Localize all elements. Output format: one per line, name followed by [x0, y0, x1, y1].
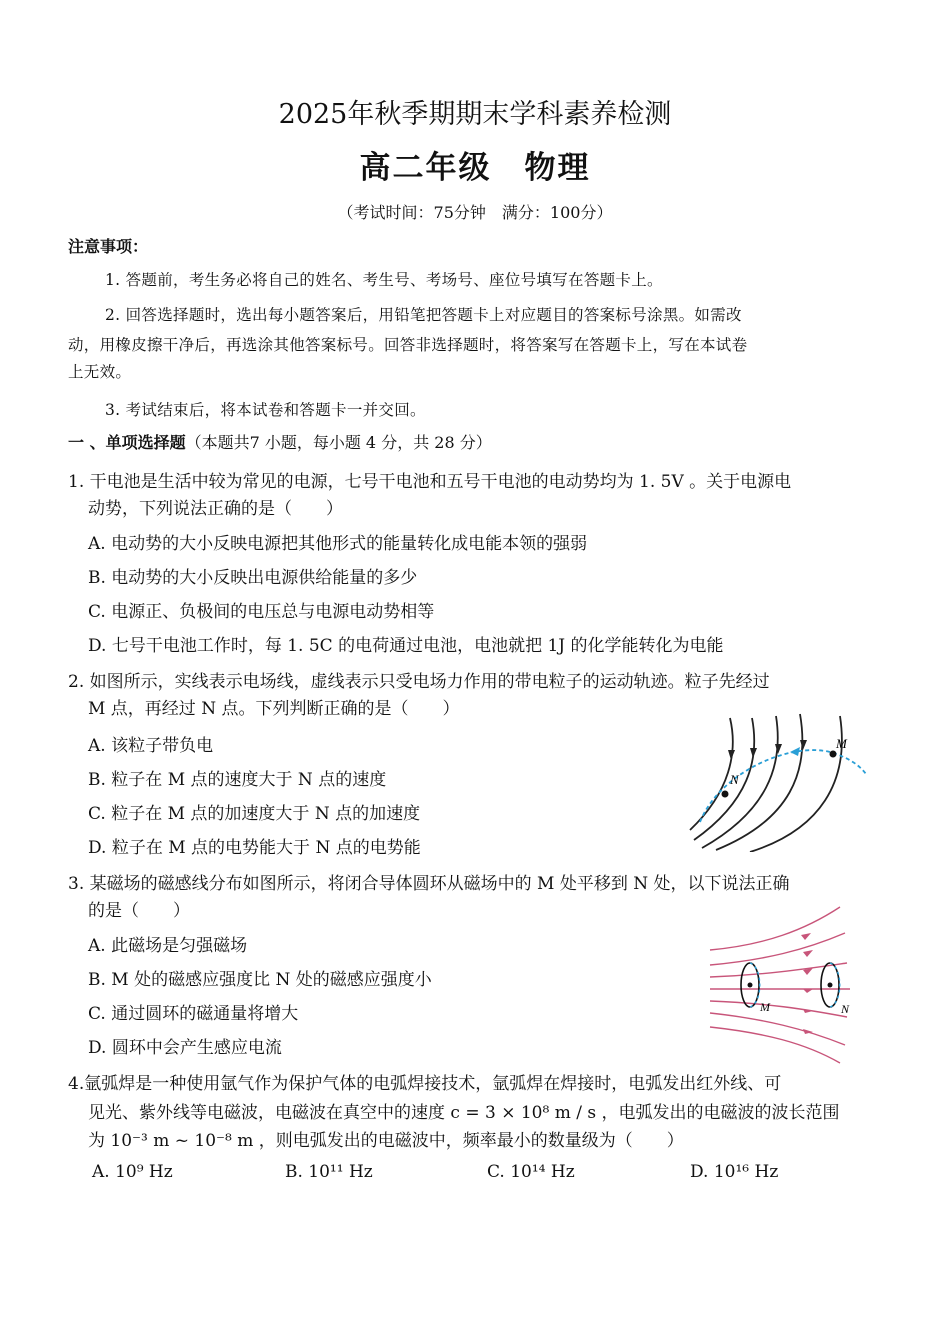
q2-stem-line1: 2. 如图所示，实线表示电场线，虚线表示只受电场力作用的带电粒子的运动轨迹。粒子先经过 — [68, 672, 770, 692]
q1-stem-line2: 动势，下列说法正确的是（ ） — [88, 499, 343, 519]
q4-option-c: C. 10¹⁴ Hz — [487, 1162, 575, 1182]
note-1: 1. 答题前，考生务必将自己的姓名、考生号、考场号、座位号填写在答题卡上。 — [105, 271, 663, 289]
exam-info: （考试时间：75分钟 满分：100分） — [337, 203, 613, 222]
field-line — [710, 907, 840, 950]
q4-stem-line3: 为 10⁻³ m ~ 10⁻⁸ m ，则电弧发出的电磁波中，频率最小的数量级为（ ） — [88, 1131, 684, 1151]
field-line — [702, 716, 778, 848]
field-line — [710, 1027, 840, 1063]
q3-option-b: B. M 处的磁感应强度比 N 处的磁感应强度小 — [88, 970, 432, 990]
field-line — [694, 718, 754, 840]
section-heading — [68, 430, 492, 453]
field-line — [710, 1001, 847, 1017]
label-m: M — [836, 736, 847, 751]
q3-option-d: D. 圆环中会产生感应电流 — [88, 1038, 282, 1058]
note-2-line3: 上无效。 — [68, 363, 132, 381]
q2-stem-line2: M 点，再经过 N 点。下列判断正确的是（ ） — [88, 699, 460, 719]
q1-option-d: D. 七号干电池工作时，每 1. 5C 的电荷通过电池，电池就把 1J 的化学能转化为电能 — [88, 636, 724, 656]
q1-option-c: C. 电源正、负极间的电压总与电源电动势相等 — [88, 602, 435, 622]
subject-title: 高二年级 物理 — [359, 150, 591, 186]
section-title: 一 、单项选择题 — [68, 433, 186, 452]
q1-stem-line1: 1. 干电池是生活中较为常见的电源，七号干电池和五号干电池的电动势均为 1. 5V 。关于电源电 — [68, 472, 792, 492]
q1-option-b: B. 电动势的大小反映出电源供给能量的多少 — [88, 568, 418, 588]
note-2-line1: 2. 回答选择题时，选出每小题答案后，用铅笔把答题卡上对应题目的答案标号涂黑。如需改 — [105, 306, 742, 324]
page-title: 2025年秋季期期末学科素养检测 — [278, 99, 672, 130]
q2-option-c: C. 粒子在 M 点的加速度大于 N 点的加速度 — [88, 804, 421, 824]
field-line — [710, 933, 845, 965]
trajectory-arrow — [790, 747, 800, 756]
q4-stem-line2: 见光、紫外线等电磁波，电磁波在真空中的速度 c = 3 × 10⁸ m / s ，电弧发出的电磁波的波长范围 — [88, 1103, 840, 1123]
q4-option-d: D. 10¹⁶ Hz — [690, 1162, 779, 1182]
q4-option-b: B. 10¹¹ Hz — [285, 1162, 373, 1182]
point-n — [722, 791, 729, 798]
field-line — [750, 716, 842, 852]
label-n: N — [841, 1002, 850, 1016]
electric-field-figure — [680, 712, 880, 852]
q3-stem-line1: 3. 某磁场的磁感线分布如图所示，将闭合导体圆环从磁场中的 M 处平移到 N 处，以下说法正确 — [68, 874, 790, 894]
section-desc: （本题共7 小题，每小题 4 分，共 28 分） — [185, 433, 492, 452]
q4-option-a: A. 10⁹ Hz — [92, 1162, 173, 1182]
point-m — [830, 751, 837, 758]
q3-option-c: C. 通过圆环的磁通量将增大 — [88, 1004, 299, 1024]
q4-stem-line1: 4.氩弧焊是一种使用氩气作为保护气体的电弧焊接技术，氩弧焊在焊接时，电弧发出红外线、可 — [68, 1074, 782, 1094]
q2-option-a: A. 该粒子带负电 — [88, 736, 214, 756]
label-n: N — [730, 772, 739, 787]
label-m: M — [760, 1000, 770, 1014]
note-3: 3. 考试结束后，将本试卷和答题卡一并交回。 — [105, 401, 426, 419]
q3-option-a: A. 此磁场是匀强磁场 — [88, 936, 248, 956]
q3-stem-line2: 的是（ ） — [88, 901, 190, 921]
field-line — [690, 718, 733, 830]
magnetic-field-figure — [705, 905, 855, 1065]
note-2-line2: 动，用橡皮擦干净后，再选涂其他答案标号。回答非选择题时，将答案写在答题卡上，写在本试卷 — [68, 336, 748, 354]
q1-option-a: A. 电动势的大小反映电源把其他形式的能量转化成电能本领的强弱 — [88, 534, 588, 554]
notes-heading: 注意事项： — [68, 237, 149, 256]
q2-option-b: B. 粒子在 M 点的速度大于 N 点的速度 — [88, 770, 387, 790]
q2-option-d: D. 粒子在 M 点的电势能大于 N 点的电势能 — [88, 838, 421, 858]
